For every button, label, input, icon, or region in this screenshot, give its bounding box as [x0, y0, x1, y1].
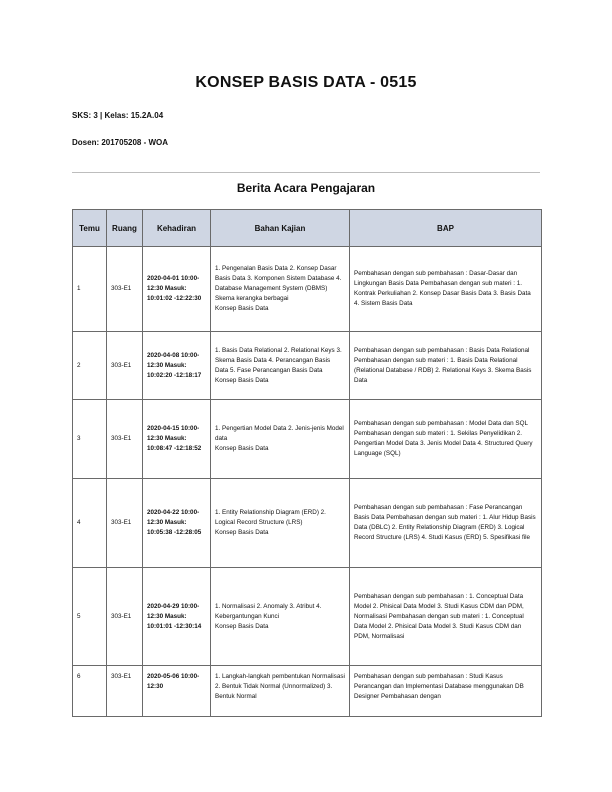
- bahan-text: 1. Normalisasi 2. Anomaly 3. Atribut 4. Kebergantungan Kunci: [215, 602, 322, 620]
- table-row: [73, 479, 542, 568]
- cell-bahan-kajian: [211, 568, 350, 666]
- bahan-extra: Konsep Basis Data: [215, 376, 269, 384]
- lecturer-info: Dosen: 201705208 - WOA: [72, 138, 169, 147]
- table-row: [73, 400, 542, 479]
- cell-temu: 2: [73, 332, 107, 400]
- cell-ruang: 303-E1: [107, 400, 143, 479]
- bahan-text: 1. Pengenalan Basis Data 2. Konsep Dasar Basis Data 3. Komponen Sistem Database 4. Database Management System (DBMS) Skema kerangka berbagai: [215, 265, 342, 302]
- cell-ruang: 303-E1: [107, 247, 143, 332]
- table-row: [73, 247, 542, 332]
- cell-kehadiran: 2020-04-08 10:00-12:30 Masuk: 10:02:20 -12:18:17: [143, 332, 211, 400]
- header-kehadiran: Kehadiran: [143, 210, 211, 247]
- header-temu: Temu: [73, 210, 107, 247]
- cell-temu: 4: [73, 479, 107, 568]
- cell-kehadiran: 2020-04-22 10:00-12:30 Masuk: 10:05:38 -12:28:05: [143, 479, 211, 568]
- cell-temu: 1: [73, 247, 107, 332]
- table-row: [73, 666, 542, 717]
- cell-temu: 6: [73, 666, 107, 717]
- section-title: Berita Acara Pengajaran: [236, 181, 376, 195]
- cell-ruang: 303-E1: [107, 568, 143, 666]
- bahan-text: 1. Pengertian Model Data 2. Jenis-jenis Model data: [215, 425, 344, 442]
- page-title: KONSEP BASIS DATA - 0515: [195, 74, 417, 91]
- header-ruang: Ruang: [107, 210, 143, 247]
- cell-kehadiran: 2020-04-01 10:00-12:30 Masuk: 10:01:02 -12:22:30: [143, 247, 211, 332]
- cell-bahan-kajian: [211, 479, 350, 568]
- table-row: [73, 568, 542, 666]
- cell-kehadiran: 2020-04-29 10:00-12:30 Masuk: 10:01:01 -12:30:14: [143, 568, 211, 666]
- bahan-extra: Konsep Basis Data: [215, 305, 269, 312]
- table-row: [73, 332, 542, 400]
- cell-bap: Pembahasan dengan sub pembahasan : Dasar-Dasar dan Lingkungan Basis Data Pembahasan dengan sub materi : 1. Kontrak Perkuliahan 2. Konsep Dasar Basis Data 3. Basis Data 4. Sistem Basis Data: [350, 247, 542, 332]
- cell-ruang: 303-E1: [107, 666, 143, 717]
- bahan-extra: Konsep Basis Data: [215, 622, 269, 630]
- cell-bap: Pembahasan dengan sub pembahasan : Fase Perancangan Basis Data Pembahasan dengan sub materi : 1. Alur Hidup Basis Data (DBLC) 2. Entity Relationship Diagram (ERD) 3. Logical Record Structure (LRS) 4. Studi Kasus (ERD) 5. Spesifikasi file: [350, 479, 542, 568]
- cell-bahan-kajian: [211, 666, 350, 717]
- cell-temu: 5: [73, 568, 107, 666]
- cell-ruang: 303-E1: [107, 332, 143, 400]
- bahan-extra: Konsep Basis Data: [215, 529, 269, 536]
- cell-bahan-kajian: [211, 247, 350, 332]
- cell-kehadiran: 2020-04-15 10:00-12:30 Masuk: 10:08:47 -12:18:52: [143, 400, 211, 479]
- cell-bahan-kajian: [211, 332, 350, 400]
- cell-bap: Pembahasan dengan sub pembahasan : Studi Kasus Perancangan dan Implementasi Database menggunakan DB Designer Pembahasan dengan: [350, 666, 542, 717]
- header-bahan-kajian: Bahan Kajian: [211, 210, 350, 247]
- bap-table: [72, 209, 542, 717]
- header-bap: BAP: [350, 210, 542, 247]
- cell-bahan-kajian: [211, 400, 350, 479]
- cell-ruang: 303-E1: [107, 479, 143, 568]
- cell-bap: Pembahasan dengan sub pembahasan : Basis Data Relational Pembahasan dengan sub materi : 1. Basis Data Relational (Relational Database / RDB) 2. Relational Keys 3. Skema Basis Data: [350, 332, 542, 400]
- cell-kehadiran: 2020-05-06 10:00-12:30: [143, 666, 211, 717]
- bahan-extra: Konsep Basis Data: [215, 445, 269, 452]
- bahan-text: 1. Basis Data Relational 2. Relational Keys 3. Skema Basis Data 4. Perancangan Basis Data 5. Fase Perancangan Basis Data: [215, 346, 342, 374]
- sks-class-info: SKS: 3 | Kelas: 15.2A.04: [72, 111, 164, 120]
- cell-bap: Pembahasan dengan sub pembahasan : 1. Conceptual Data Model 2. Phisical Data Model 3. Studi Kasus CDM dan PDM, Normalisasi Pembahasan dengan sub materi : 1. Conceptual Data Model 2. Phisical Data Model 3. Studi Kasus CDM dan PDM, Normalisasi: [350, 568, 542, 666]
- table-header-row: [73, 210, 542, 247]
- cell-bap: Pembahasan dengan sub pembahasan : Model Data dan SQL Pembahasan dengan sub materi : 1. Sekilas Penyelidikan 2. Pengertian Model Data 3. Jenis Model Data 4. Structured Query Language (SQL): [350, 400, 542, 479]
- cell-temu: 3: [73, 400, 107, 479]
- bahan-text: 1. Entity Relationship Diagram (ERD) 2. Logical Record Structure (LRS): [215, 509, 326, 526]
- divider: [72, 172, 540, 173]
- bahan-text: 1. Langkah-langkah pembentukan Normalisasi 2. Bentuk Tidak Normal (Unnormalized) 3. Bentuk Normal: [215, 673, 345, 700]
